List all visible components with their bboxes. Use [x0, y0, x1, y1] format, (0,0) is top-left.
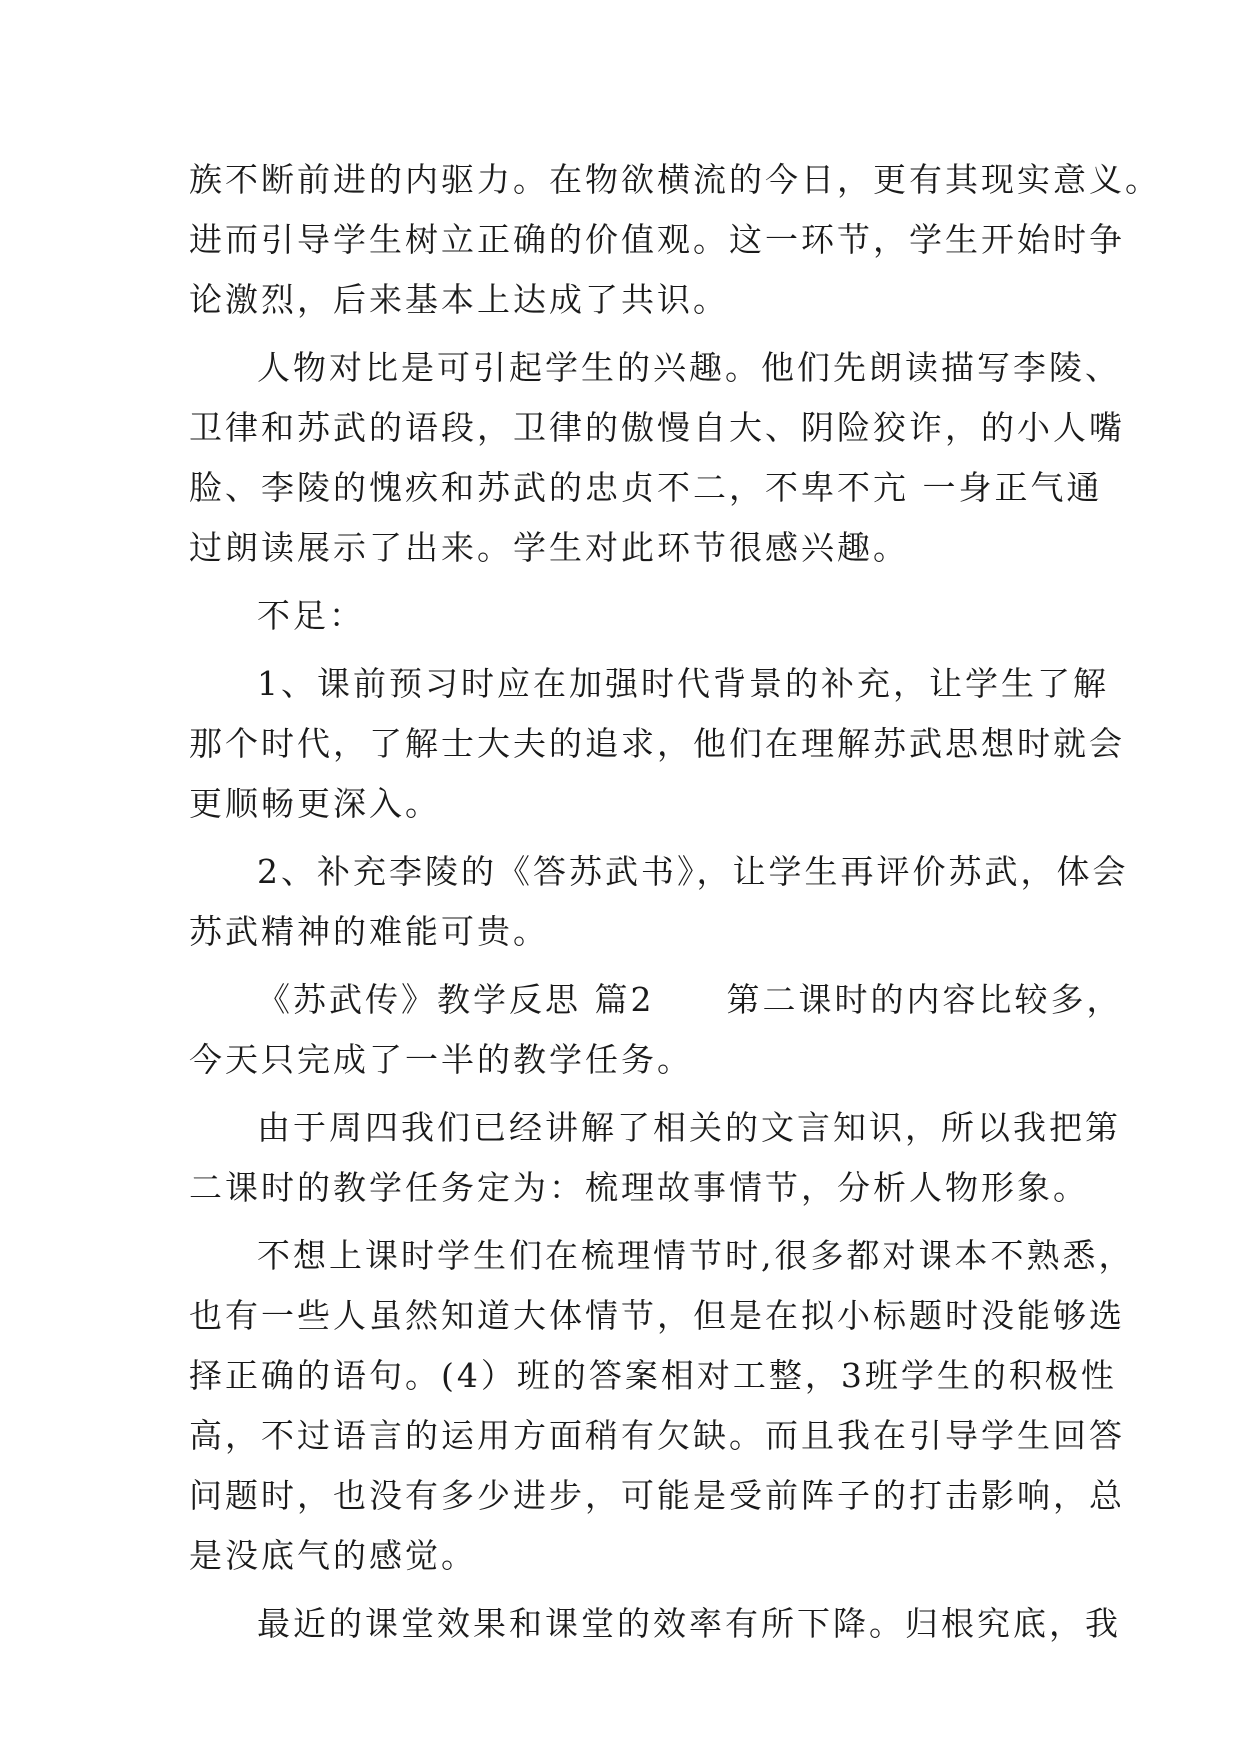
text-line: 今天只完成了一半的教学任务。 [189, 1040, 693, 1079]
text-line: 人物对比是可引起学生的兴趣。他们先朗读描写李陵、 [257, 348, 1121, 387]
paragraph [189, 970, 1123, 1090]
text-line: 过朗读展示了出来。学生对此环节很感兴趣。 [189, 528, 909, 567]
text-line: 1、课前预习时应在加强时代背景的补充，让学生了解 [257, 664, 1109, 703]
text-line: 高，不过语言的运用方面稍有欠缺。而且我在引导学生回答 [189, 1416, 1125, 1455]
text-line: 由于周四我们已经讲解了相关的文言知识，所以我把第 [257, 1108, 1121, 1147]
text-line: 那个时代，了解士大夫的追求，他们在理解苏武思想时就会 [189, 724, 1125, 763]
text-line: 问题时，也没有多少进步，可能是受前阵子的打击影响，总 [189, 1476, 1125, 1515]
paragraph [189, 1098, 1121, 1218]
text-line: 2、补充李陵的《答苏武书》，让学生再评价苏武，体会 [257, 852, 1129, 891]
text-line: 论激烈，后来基本上达成了共识。 [189, 280, 729, 319]
text-line: 更顺畅更深入。 [189, 784, 441, 823]
text-line: 择正确的语句。(4）班的答案相对工整，3班学生的积极性 [189, 1356, 1117, 1395]
text-line: 最近的课堂效果和课堂的效率有所下降。归根究底，我 [257, 1604, 1121, 1643]
paragraph [189, 150, 1161, 330]
paragraph [189, 654, 1125, 834]
text-line: 进而引导学生树立正确的价值观。这一环节，学生开始时争 [189, 220, 1125, 259]
text-line: 是没底气的感觉。 [189, 1536, 477, 1575]
paragraph [189, 338, 1125, 578]
text-line: 卫律和苏武的语段，卫律的傲慢自大、阴险狡诈，的小人嘴 [189, 408, 1125, 447]
paragraph [189, 842, 1129, 962]
text-line: 《苏武传》教学反思 篇2 第二课时的内容比较多， [257, 980, 1123, 1019]
text-line: 不足： [257, 596, 365, 635]
text-line: 苏武精神的难能可贵。 [189, 912, 549, 951]
text-line: 族不断前进的内驱力。在物欲横流的今日，更有其现实意义。 [189, 160, 1161, 199]
paragraph [189, 1226, 1135, 1586]
document-body [189, 150, 1161, 1654]
text-line: 也有一些人虽然知道大体情节，但是在拟小标题时没能够选 [189, 1296, 1125, 1335]
paragraph [189, 1594, 1121, 1654]
text-line: 脸、李陵的愧疚和苏武的忠贞不二，不卑不亢 一身正气通 [189, 468, 1103, 507]
text-line: 不想上课时学生们在梳理情节时,很多都对课本不熟悉， [257, 1236, 1135, 1275]
paragraph [189, 586, 1069, 646]
text-line: 二课时的教学任务定为：梳理故事情节，分析人物形象。 [189, 1168, 1089, 1207]
